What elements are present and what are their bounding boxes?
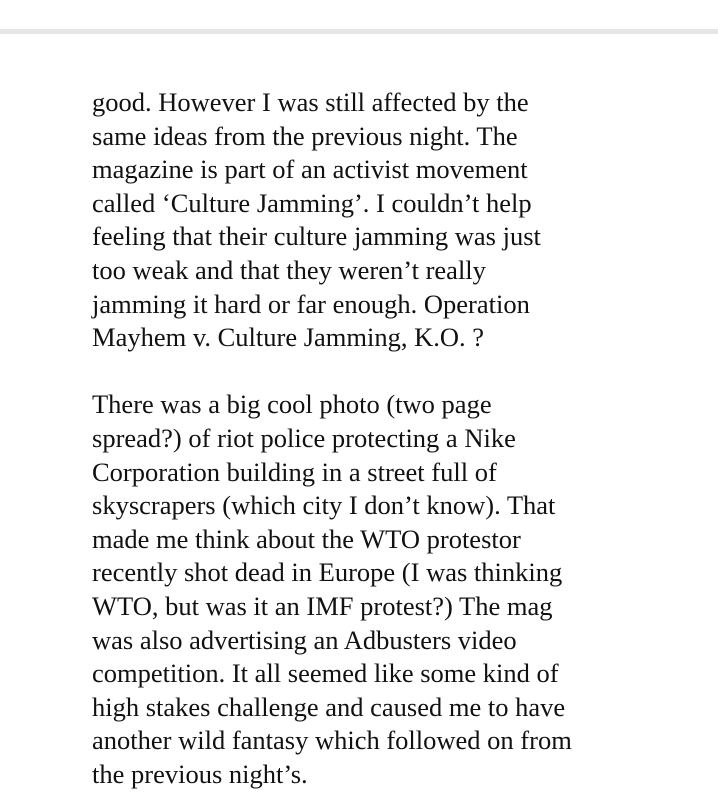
text-line: high stakes challenge and caused me to have [92,691,566,722]
paragraph-2 [92,388,692,791]
document-page [92,86,692,791]
text-line: spread?) of riot police protecting a Nike [92,422,516,453]
text-line: skyscrapers (which city I don’t know). That [92,490,556,521]
text-line: recently shot dead in Europe (I was thinking [92,557,563,588]
text-line: was also advertising an Adbusters video [92,624,517,655]
top-divider-bar [0,29,718,34]
text-line: There was a big cool photo (two page [92,389,492,420]
text-line: another wild fantasy which followed on from [92,725,572,756]
text-line: same ideas from the previous night. The [92,120,518,151]
text-line: called ‘Culture Jamming’. I couldn’t help [92,187,532,218]
text-line: too weak and that they weren’t really [92,254,486,285]
text-line: WTO, but was it an IMF protest?) The mag [92,590,553,621]
text-line: feeling that their culture jamming was just [92,221,541,252]
text-line: jamming it hard or far enough. Operation [92,288,530,319]
text-line: made me think about the WTO protestor [92,523,521,554]
text-line: magazine is part of an activist movement [92,154,528,185]
text-line: good. However I was still affected by the [92,87,529,117]
text-line: Corporation building in a street full of [92,456,497,487]
paragraph-1 [92,86,692,355]
text-line: Mayhem v. Culture Jamming, K.O. ? [92,322,485,353]
text-line: the previous night’s. [92,758,308,789]
text-line: competition. It all seemed like some kind of [92,658,559,689]
